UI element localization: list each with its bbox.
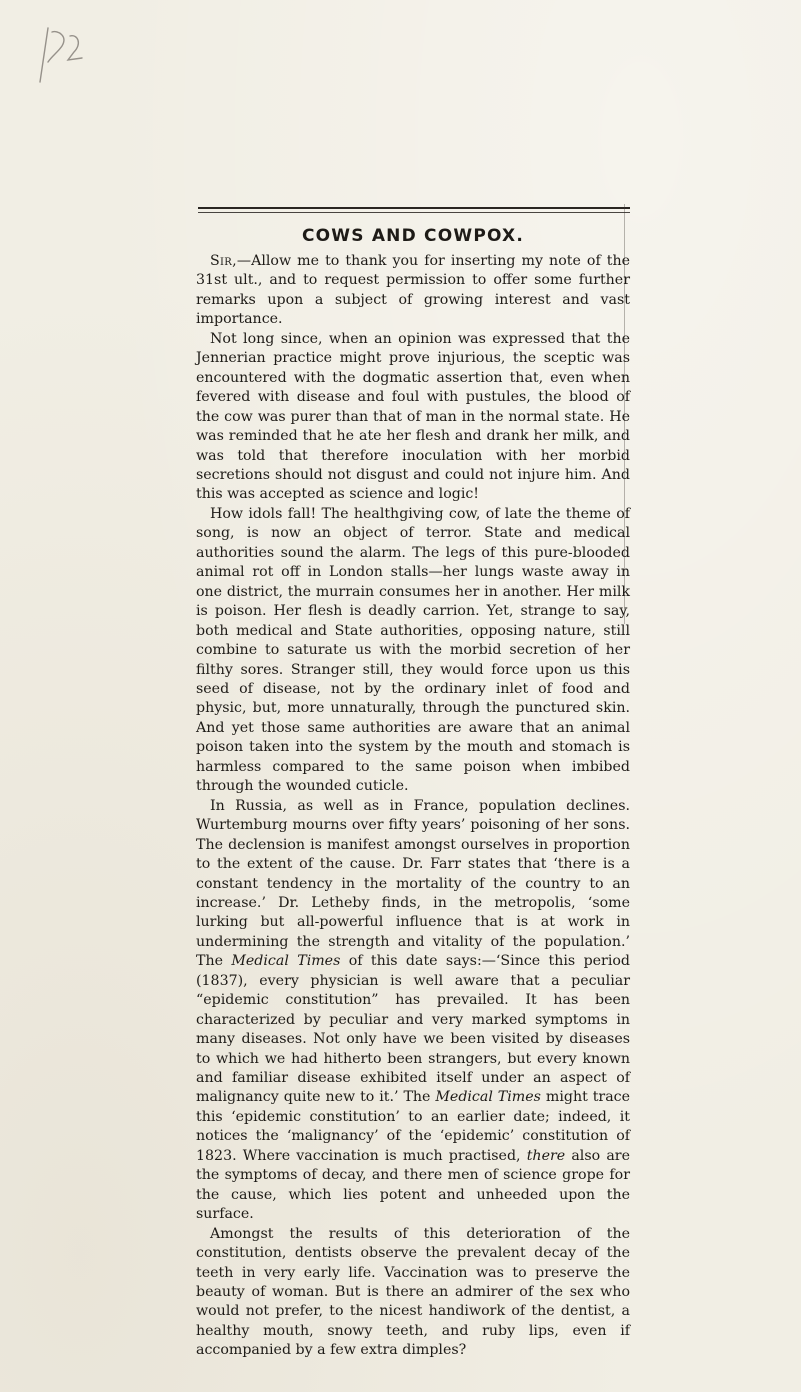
header-rule-thick	[198, 207, 630, 209]
paragraph-4-part-3: might trace this ‘epidemic constitution’ to an earlier date; indeed, it notices the ‘malignancy’ of the ‘epidemic’ constitution of 1823. Where vaccination is much practised,	[196, 1089, 630, 1164]
article-paragraph-5: Amongst the results of this deterioration of the constitution, dentists observe the prevalent decay of the teeth in very early life. Vaccination was to preserve the beauty of woman. But is there an admirer of the sex who would not prefer, to the nicest handiwork of the dentist, a healthy mouth, snowy teeth, and ruby lips, even if accompanied by a few extra dimples?	[196, 1225, 630, 1359]
article	[196, 226, 630, 1361]
publication-name-2: Medical Times	[435, 1089, 541, 1106]
salutation: Sir,	[210, 253, 237, 269]
article-paragraph-3: How idols fall! The healthgiving cow, of late the theme of song, is now an object of terror. State and medical authorities sound the alarm. The legs of this pure-blooded animal rot off in London stalls—her lungs waste away in one district, the murrain consumes her in another. Her milk is poison. Her flesh is deadly carrion. Yet, strange to say, both medical and State authorities, opposing nature, still combine to saturate us with the morbid secretion of her filthy sores. Stranger still, they would force upon us this seed of disease, not by the ordinary inlet of food and physic, but, more unnaturally, through the punctured skin. And yet those same authorities are aware that an animal poison taken into the system by the mouth and stomach is harmless compared to the same poison when imbibed through the wounded cuticle.	[196, 505, 630, 795]
article-title: COWS AND COWPOX.	[301, 226, 524, 246]
paragraph-4-part-2: of this date says:—‘Since this period (1837), every physician is well aware that a peculiar “epidemic constitution” has prevailed. It has been characterized by peculiar and very marked symptoms in many diseases. Not only have we been visited by diseases to which we had hitherto been strangers, but every known and familiar disease exhibited itself under an aspect of malignancy quite new to it.’ The	[196, 953, 630, 1106]
publication-name-1: Medical Times	[231, 953, 341, 970]
pencil-annotation-mark	[18, 22, 98, 102]
article-paragraph-1	[196, 252, 630, 330]
paragraph-4-part-1: In Russia, as well as in France, population declines. Wurtemburg mourns over fifty years’ poisoning of her sons. The declension is manifest amongst ourselves in proportion to the extent of the cause. Dr. Farr states that ‘there is a constant tendency in the mortality of the country to an increase.’ Dr. Letheby finds, in the metropolis, ‘some lurking but all-powerful influence that is at work in undermining the strength and vitality of the population.’ The	[196, 797, 630, 970]
paragraph-4-part-4: also are the symptoms of decay, and there men of science grope for the cause, which lies potent and unheeded upon the surface.	[196, 1147, 630, 1223]
article-paragraph-4	[196, 797, 630, 1225]
paragraph-1-text: —Allow me to thank you for inserting my note of the 31st ult., and to request permission to offer some further remarks upon a subject of growing interest and vast importance.	[196, 253, 630, 328]
header-rule-thin	[198, 212, 630, 213]
emphasis-there: there	[526, 1147, 566, 1164]
article-paragraph-2: Not long since, when an opinion was expressed that the Jennerian practice might prove injurious, the sceptic was encountered with the dogmatic assertion that, even when fevered with disease and foul with pustules, the blood of the cow was purer than that of man in the normal state. He was reminded that he ate her flesh and drank her milk, and was told that therefore inoculation with her morbid secretions should not disgust and could not injure him. And this was accepted as science and logic!	[196, 330, 630, 503]
